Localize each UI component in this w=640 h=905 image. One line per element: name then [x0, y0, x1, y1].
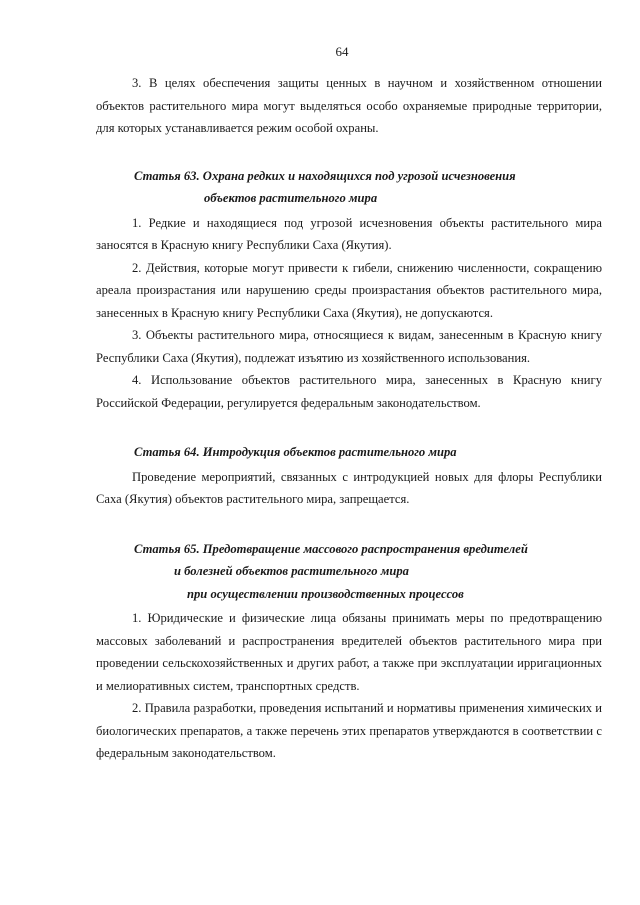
- article-63-heading: [96, 165, 602, 210]
- article-65-heading-line-3: при осуществлении производственных процессов: [187, 586, 464, 601]
- article-65-heading-line-1: Статья 65. Предотвращение массового распространения вредителей: [134, 541, 528, 556]
- document-body: [96, 72, 602, 765]
- article-64-paragraph-1: Проведение мероприятий, связанных с интродукцией новых для флоры Республики Саха (Якутия) объектов растительного мира, запрещается.: [96, 469, 602, 506]
- article-63-heading-line-1: Статья 63. Охрана редких и находящихся под угрозой исчезновения: [134, 168, 516, 183]
- article-63-paragraph-1: 1. Редкие и находящиеся под угрозой исчезновения объекты растительного мира заносятся в Красную книгу Республики Саха (Якутия).: [96, 215, 602, 252]
- article-65-heading-line-2: и болезней объектов растительного мира: [174, 564, 409, 578]
- page-number: 64: [335, 44, 349, 59]
- article-63-paragraph-4: 4. Использование объектов растительного мира, занесенных в Красную книгу Российской Федерации, регулируется федеральным законодательством.: [96, 373, 602, 410]
- article-65-heading: [96, 538, 602, 606]
- article-63-paragraph-2: 2. Действия, которые могут привести к гибели, снижению численности, сокращению ареала произрастания или нарушению среды произрастания объектов растительного мира, занесенных в Красную книгу Республики Саха (Якутия), не допускаются.: [96, 260, 602, 320]
- article-65-paragraph-2: 2. Правила разработки, проведения испытаний и нормативы применения химических и биологических препаратов, а также перечень этих препаратов утверждаются в соответствии с федеральным законодательством.: [96, 701, 602, 760]
- intro-paragraph: 3. В целях обеспечения защиты ценных в научном и хозяйственном отношении объектов растительного мира могут выделяться особо охраняемые природные территории, для которых устанавливается режим особой охраны.: [96, 76, 602, 135]
- article-65-paragraph-1: 1. Юридические и физические лица обязаны принимать меры по предотвращению массовых заболеваний и распространения вредителей объектов растительного мира при проведении сельскохозяйственных и других работ, а также при эксплуатации ирригационных и мелиоративных систем, транспортных средств.: [96, 611, 602, 693]
- article-64-heading: Статья 64. Интродукция объектов растительного мира: [134, 445, 457, 459]
- article-63-heading-line-2: объектов растительного мира: [204, 191, 378, 205]
- article-63-paragraph-3: 3. Объекты растительного мира, относящиеся к видам, занесенным в Красную книгу Республики Саха (Якутия), подлежат изъятию из хозяйственного использования.: [96, 328, 602, 365]
